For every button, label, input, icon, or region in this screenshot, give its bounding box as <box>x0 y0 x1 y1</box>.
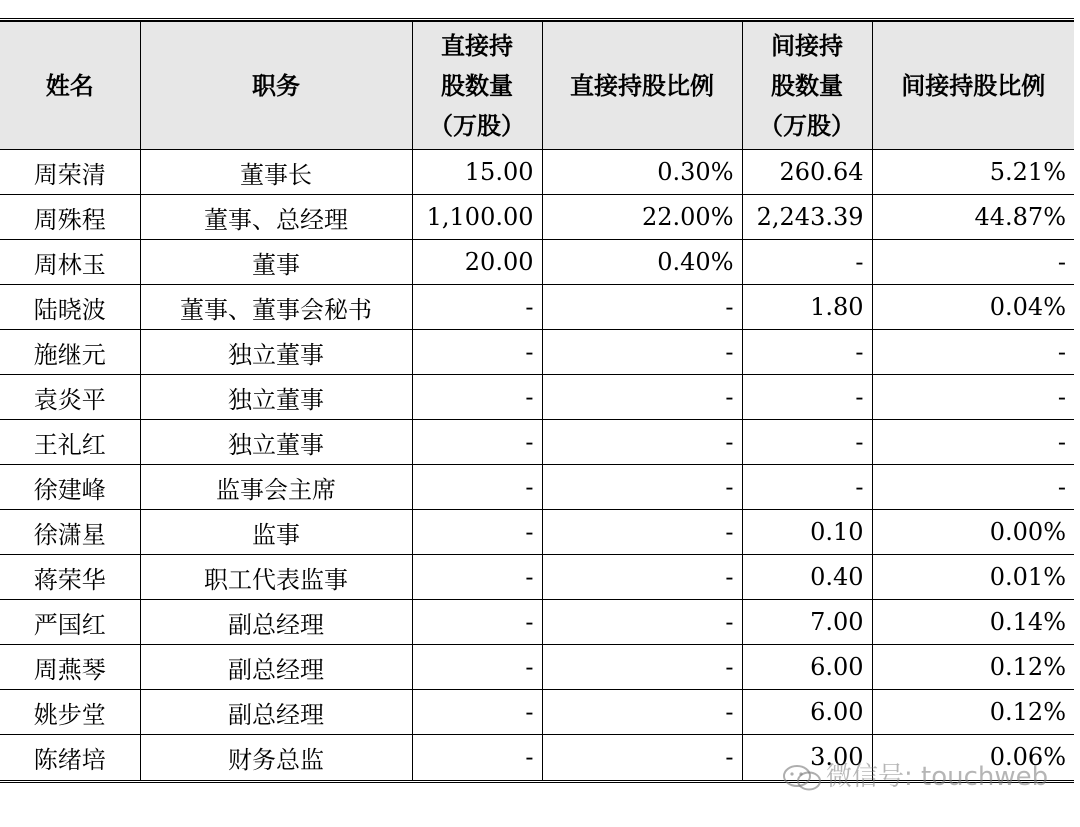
cell-position: 董事、董事会秘书 <box>140 285 412 330</box>
table-row <box>0 330 1074 375</box>
cell-indirect-shares: - <box>742 465 872 510</box>
cell-indirect-ratio: 0.12% <box>872 645 1074 690</box>
cell-indirect-shares: 260.64 <box>742 150 872 195</box>
cell-direct-shares: 20.00 <box>412 240 542 285</box>
cell-indirect-ratio: - <box>872 375 1074 420</box>
cell-position: 副总经理 <box>140 645 412 690</box>
cell-position: 监事 <box>140 510 412 555</box>
table-container <box>0 18 1074 783</box>
cell-direct-shares: - <box>412 555 542 600</box>
cell-indirect-ratio: 44.87% <box>872 195 1074 240</box>
table-row <box>0 555 1074 600</box>
cell-position: 财务总监 <box>140 735 412 780</box>
cell-position: 董事长 <box>140 150 412 195</box>
cell-name: 周殊程 <box>0 195 140 240</box>
cell-indirect-ratio: - <box>872 330 1074 375</box>
cell-direct-shares: - <box>412 330 542 375</box>
header-direct-shares: 直接持 股数量 （万股） <box>412 22 542 150</box>
watermark-text: 微信号: touchweb <box>826 762 1049 792</box>
cell-indirect-shares: - <box>742 375 872 420</box>
cell-direct-ratio: - <box>542 600 742 645</box>
cell-indirect-shares: 3.00 <box>742 735 872 780</box>
header-direct-ratio: 直接持股比例 <box>542 22 742 150</box>
cell-direct-shares: - <box>412 690 542 735</box>
cell-indirect-ratio: - <box>872 465 1074 510</box>
cell-direct-shares: 15.00 <box>412 150 542 195</box>
table-row <box>0 510 1074 555</box>
cell-indirect-shares: 0.10 <box>742 510 872 555</box>
cell-direct-shares: - <box>412 600 542 645</box>
table-row <box>0 240 1074 285</box>
cell-name: 周林玉 <box>0 240 140 285</box>
header-name: 姓名 <box>0 22 140 150</box>
cell-direct-shares: - <box>412 285 542 330</box>
cell-indirect-shares: 6.00 <box>742 645 872 690</box>
cell-direct-shares: - <box>412 645 542 690</box>
cell-direct-ratio: - <box>542 285 742 330</box>
cell-position: 独立董事 <box>140 420 412 465</box>
cell-name: 陈绪培 <box>0 735 140 780</box>
cell-direct-shares: - <box>412 420 542 465</box>
cell-position: 职工代表监事 <box>140 555 412 600</box>
cell-direct-shares: 1,100.00 <box>412 195 542 240</box>
cell-indirect-ratio: 0.12% <box>872 690 1074 735</box>
cell-indirect-ratio: 0.14% <box>872 600 1074 645</box>
cell-direct-shares: - <box>412 465 542 510</box>
cell-position: 副总经理 <box>140 690 412 735</box>
cell-direct-ratio: - <box>542 735 742 780</box>
cell-indirect-shares: 6.00 <box>742 690 872 735</box>
cell-name: 蒋荣华 <box>0 555 140 600</box>
watermark <box>782 756 1048 793</box>
cell-direct-ratio: - <box>542 375 742 420</box>
cell-name: 周荣清 <box>0 150 140 195</box>
cell-name: 周燕琴 <box>0 645 140 690</box>
cell-indirect-shares: 2,243.39 <box>742 195 872 240</box>
cell-indirect-shares: 1.80 <box>742 285 872 330</box>
cell-indirect-ratio: 5.21% <box>872 150 1074 195</box>
cell-direct-ratio: - <box>542 465 742 510</box>
cell-direct-shares: - <box>412 510 542 555</box>
cell-direct-shares: - <box>412 375 542 420</box>
header-indirect-ratio: 间接持股比例 <box>872 22 1074 150</box>
cell-name: 陆晓波 <box>0 285 140 330</box>
cell-indirect-ratio: - <box>872 420 1074 465</box>
cell-name: 王礼红 <box>0 420 140 465</box>
header-row <box>0 22 1074 150</box>
table-row <box>0 420 1074 465</box>
cell-indirect-ratio: 0.06% <box>872 735 1074 780</box>
table-row <box>0 285 1074 330</box>
cell-direct-ratio: - <box>542 330 742 375</box>
cell-indirect-shares: 7.00 <box>742 600 872 645</box>
cell-name: 严国红 <box>0 600 140 645</box>
cell-position: 董事、总经理 <box>140 195 412 240</box>
table-row <box>0 195 1074 240</box>
cell-name: 徐建峰 <box>0 465 140 510</box>
table-row <box>0 645 1074 690</box>
cell-indirect-ratio: 0.01% <box>872 555 1074 600</box>
table-row <box>0 150 1074 195</box>
header-position: 职务 <box>140 22 412 150</box>
wechat-icon <box>782 764 822 792</box>
cell-indirect-shares: - <box>742 420 872 465</box>
cell-direct-ratio: - <box>542 510 742 555</box>
cell-position: 独立董事 <box>140 330 412 375</box>
cell-indirect-ratio: - <box>872 240 1074 285</box>
cell-indirect-shares: - <box>742 330 872 375</box>
cell-name: 袁炎平 <box>0 375 140 420</box>
cell-direct-ratio: - <box>542 645 742 690</box>
cell-position: 董事 <box>140 240 412 285</box>
cell-direct-ratio: - <box>542 690 742 735</box>
header-indirect-shares: 间接持 股数量 （万股） <box>742 22 872 150</box>
cell-indirect-ratio: 0.04% <box>872 285 1074 330</box>
table-row <box>0 465 1074 510</box>
cell-indirect-ratio: 0.00% <box>872 510 1074 555</box>
cell-direct-ratio: 0.30% <box>542 150 742 195</box>
cell-direct-shares: - <box>412 735 542 780</box>
cell-direct-ratio: 22.00% <box>542 195 742 240</box>
cell-position: 副总经理 <box>140 600 412 645</box>
table-row <box>0 600 1074 645</box>
shareholding-table <box>0 21 1074 780</box>
cell-indirect-shares: - <box>742 240 872 285</box>
cell-indirect-shares: 0.40 <box>742 555 872 600</box>
cell-position: 监事会主席 <box>140 465 412 510</box>
cell-direct-ratio: - <box>542 420 742 465</box>
cell-position: 独立董事 <box>140 375 412 420</box>
table-row <box>0 375 1074 420</box>
cell-name: 徐潇星 <box>0 510 140 555</box>
cell-name: 姚步堂 <box>0 690 140 735</box>
cell-direct-ratio: - <box>542 555 742 600</box>
table-row <box>0 690 1074 735</box>
cell-name: 施继元 <box>0 330 140 375</box>
cell-direct-ratio: 0.40% <box>542 240 742 285</box>
table-body <box>0 150 1074 780</box>
